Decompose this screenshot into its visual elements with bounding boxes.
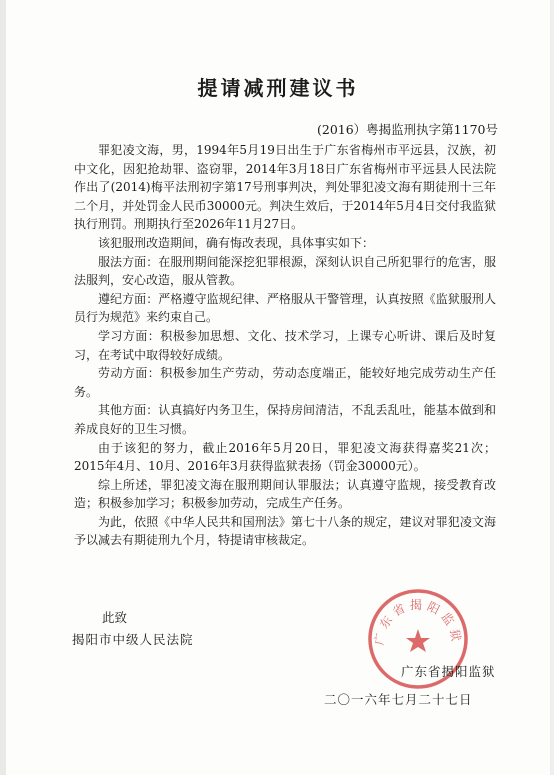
signature-organization: 广东省揭阳监狱 [401, 664, 496, 679]
recipient-court: 揭阳市中级人民法院 [72, 632, 194, 647]
closing-salutation: 此致 [102, 610, 128, 625]
paragraph-discipline: 遵纪方面：严格遵守监规纪律、严格服从干警管理，认真按照《监狱服刑人员行为规范》来约束自己。 [74, 291, 496, 325]
seal-star-icon [406, 629, 430, 652]
paragraph-summary: 综上所述，罪犯凌文海在服刑期间认罪服法；认真遵守监规，接受教育改造；积极参加学习；积极参加劳动，完成生产任务。 [74, 477, 496, 511]
paragraph-study: 学习方面：积极参加思想、文化、技术学习，上课专心听讲、课后及时复习，在考试中取得较好成绩。 [74, 328, 496, 362]
paragraph-rewards: 由于该犯的努力，截止2016年5月20日，罪犯凌文海获得嘉奖21次；2015年4月、10月、2016年3月获得监狱表扬（罚金30000元）。 [74, 440, 496, 474]
paragraph-basic-info: 罪犯凌文海，男，1994年5月19日出生于广东省梅州市平远县，汉族，初中文化，因犯抢劫罪、盗窃罪，2014年3月18日广东省梅州市平远县人民法院作出了(2014)梅平法刑初字第17号刑事判决，判处罪犯凌文海有期徒刑十三年二个月，并处罚金人民币30000元。判决生效后，于2014年5月4日交付我监狱执行刑罚。刑期执行至2026年11月27日。 [74, 143, 496, 232]
paragraph-obey-law: 服法方面：在服刑期间能深挖犯罪根源，深刻认识自己所犯罪行的危害，服法服判，安心改造，服从管教。 [74, 254, 496, 288]
paragraph-labor: 劳动方面：积极参加生产劳动，劳动态度端正，能较好地完成劳动生产任务。 [74, 366, 496, 399]
signature-date: 二〇一六年七月二十七日 [324, 692, 473, 707]
document-body [74, 141, 496, 550]
document-title: 提请减刑建议书 [197, 76, 359, 100]
document-number: (2016）粤揭监刑执字第1170号 [316, 122, 498, 137]
paragraph-proposal: 为此，依照《中华人民共和国刑法》第七十八条的规定，建议对罪犯凌文海予以减去有期徒刑九个月，特提请审核裁定。 [74, 514, 496, 548]
paragraph-intro: 该犯服刑改造期间，确有悔改表现，具体事实如下： [98, 235, 375, 250]
seal-text: 广东省揭阳监狱 [372, 598, 464, 647]
paragraph-other: 其他方面：认真搞好内务卫生，保持房间清洁，不乱丢乱吐，能基本做到和养成良好的卫生习惯。 [74, 403, 496, 436]
